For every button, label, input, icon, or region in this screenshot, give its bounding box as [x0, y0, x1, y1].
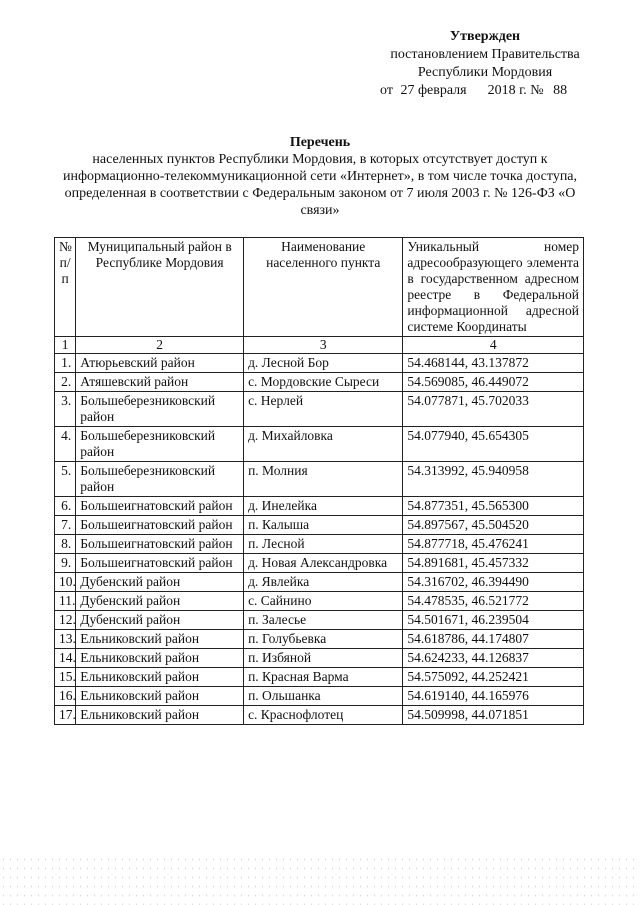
- row-district: Ельниковский район: [76, 649, 244, 668]
- row-coordinates: 54.569085, 46.449072: [403, 373, 584, 392]
- row-number: 6.: [55, 497, 76, 516]
- row-settlement: п. Избяной: [244, 649, 403, 668]
- row-settlement: д. Новая Александровка: [244, 554, 403, 573]
- row-district: Большеигнатовский район: [76, 554, 244, 573]
- table-row: [55, 573, 584, 592]
- row-district: Большеберезниковский район: [76, 427, 244, 462]
- header-number: № п/п: [55, 238, 76, 337]
- row-coordinates: 54.509998, 44.071851: [403, 706, 584, 725]
- column-number-row: [55, 337, 584, 354]
- row-settlement: д. Явлейка: [244, 573, 403, 592]
- column-number: 4: [403, 337, 584, 354]
- table-row: [55, 516, 584, 535]
- row-settlement: п. Ольшанка: [244, 687, 403, 706]
- table-row: [55, 687, 584, 706]
- date-value: 27 февраля: [400, 83, 467, 98]
- row-settlement: с. Сайнино: [244, 592, 403, 611]
- row-district: Ельниковский район: [76, 687, 244, 706]
- column-number: 1: [55, 337, 76, 354]
- settlements-table: [54, 237, 584, 725]
- row-settlement: п. Молния: [244, 462, 403, 497]
- row-coordinates: 54.897567, 45.504520: [403, 516, 584, 535]
- row-district: Большеигнатовский район: [76, 516, 244, 535]
- row-settlement: п. Красная Варма: [244, 668, 403, 687]
- row-district: Большеберезниковский район: [76, 462, 244, 497]
- row-coordinates: 54.468144, 43.137872: [403, 354, 584, 373]
- row-settlement: д. Лесной Бор: [244, 354, 403, 373]
- row-district: Дубенский район: [76, 611, 244, 630]
- row-district: Ельниковский район: [76, 630, 244, 649]
- row-coordinates: 54.316702, 46.394490: [403, 573, 584, 592]
- row-settlement: п. Залесье: [244, 611, 403, 630]
- row-coordinates: 54.501671, 46.239504: [403, 611, 584, 630]
- year-text: 2018 г. №: [487, 83, 544, 98]
- row-district: Большеигнатовский район: [76, 497, 244, 516]
- table-row: [55, 554, 584, 573]
- row-district: Атюрьевский район: [76, 354, 244, 373]
- row-coordinates: 54.313992, 45.940958: [403, 462, 584, 497]
- row-number: 7.: [55, 516, 76, 535]
- row-number: 13.: [55, 630, 76, 649]
- document-title: [60, 134, 580, 219]
- row-coordinates: 54.618786, 44.174807: [403, 630, 584, 649]
- table-row: [55, 611, 584, 630]
- row-coordinates: 54.877351, 45.565300: [403, 497, 584, 516]
- row-settlement: д. Инелейка: [244, 497, 403, 516]
- row-coordinates: 54.624233, 44.126837: [403, 649, 584, 668]
- row-number: 14.: [55, 649, 76, 668]
- scan-noise: [0, 855, 640, 905]
- table-row: [55, 354, 584, 373]
- row-settlement: п. Калыша: [244, 516, 403, 535]
- row-number: 16.: [55, 687, 76, 706]
- column-number: 2: [76, 337, 244, 354]
- row-number: 17.: [55, 706, 76, 725]
- row-settlement: с. Нерлей: [244, 392, 403, 427]
- header-settlement: Наименование населенного пункта: [244, 238, 403, 337]
- row-district: Дубенский район: [76, 592, 244, 611]
- table-header-row: [55, 238, 584, 337]
- table-row: [55, 668, 584, 687]
- table-row: [55, 497, 584, 516]
- header-coordinates: Уникальный номер адресообразующего элемента в государственном адресном реестре в Федеральной информационной адресной системе Координаты: [403, 238, 584, 337]
- row-coordinates: 54.575092, 44.252421: [403, 668, 584, 687]
- approval-line-1: постановлением Правительства: [390, 47, 580, 62]
- row-number: 10.: [55, 573, 76, 592]
- row-number: 3.: [55, 392, 76, 427]
- row-settlement: д. Михайловка: [244, 427, 403, 462]
- row-coordinates: 54.877718, 45.476241: [403, 535, 584, 554]
- row-district: Большеберезниковский район: [76, 392, 244, 427]
- table-row: [55, 592, 584, 611]
- approval-block: [360, 28, 610, 100]
- row-district: Ельниковский район: [76, 668, 244, 687]
- date-prefix: от: [380, 83, 393, 98]
- row-coordinates: 54.619140, 44.165976: [403, 687, 584, 706]
- row-number: 8.: [55, 535, 76, 554]
- decree-number: 88: [553, 83, 568, 98]
- title-heading: Перечень: [289, 135, 351, 150]
- row-district: Атяшевский район: [76, 373, 244, 392]
- row-coordinates: 54.077871, 45.702033: [403, 392, 584, 427]
- table-row: [55, 630, 584, 649]
- approval-heading: Утвержден: [449, 29, 521, 44]
- row-settlement: с. Мордовские Сыреси: [244, 373, 403, 392]
- row-district: Дубенский район: [76, 573, 244, 592]
- approval-line-2: Республики Мордовия: [417, 65, 553, 80]
- row-settlement: п. Голубьевка: [244, 630, 403, 649]
- row-number: 9.: [55, 554, 76, 573]
- row-number: 12.: [55, 611, 76, 630]
- row-settlement: п. Лесной: [244, 535, 403, 554]
- header-district: Муниципальный район в Республике Мордовия: [76, 238, 244, 337]
- row-number: 11.: [55, 592, 76, 611]
- title-text: населенных пунктов Республики Мордовия, в которых отсутствует доступ к информационно-телекоммуникационной сети «Интернет», в том числе точка доступа, определенная в соответствии с Федеральным законом от 7 июля 2003 г. № 126-ФЗ «О связи»: [62, 152, 578, 218]
- row-number: 1.: [55, 354, 76, 373]
- table-row: [55, 392, 584, 427]
- approval-dateline: [360, 82, 610, 100]
- row-number: 5.: [55, 462, 76, 497]
- table-row: [55, 706, 584, 725]
- table-row: [55, 462, 584, 497]
- row-coordinates: 54.891681, 45.457332: [403, 554, 584, 573]
- row-number: 4.: [55, 427, 76, 462]
- row-district: Ельниковский район: [76, 706, 244, 725]
- row-settlement: с. Краснофлотец: [244, 706, 403, 725]
- row-coordinates: 54.478535, 46.521772: [403, 592, 584, 611]
- row-number: 2.: [55, 373, 76, 392]
- row-district: Большеигнатовский район: [76, 535, 244, 554]
- row-coordinates: 54.077940, 45.654305: [403, 427, 584, 462]
- table-body: [55, 354, 584, 725]
- table-row: [55, 427, 584, 462]
- table-row: [55, 535, 584, 554]
- table-row: [55, 373, 584, 392]
- table-row: [55, 649, 584, 668]
- row-number: 15.: [55, 668, 76, 687]
- column-number: 3: [244, 337, 403, 354]
